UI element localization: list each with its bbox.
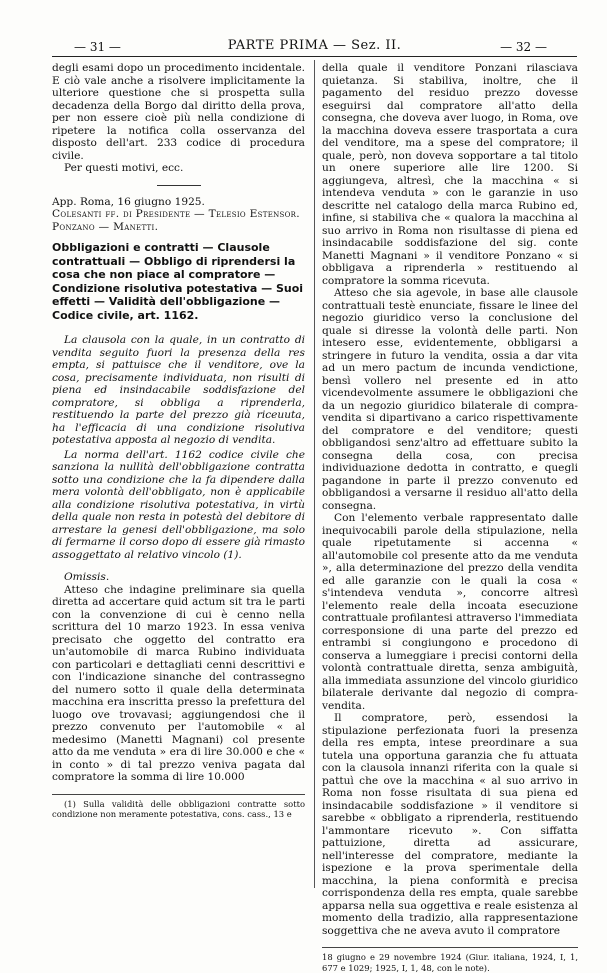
- running-header: [52, 38, 577, 56]
- text-paragraph: Con l'elemento verbale rappresentato dalle inequivocabili parole della stipulazione, nella quale ripetutamente si accenna « all'automobile col presente atto da me venduta », alla determinazione del prezzo della vendita ed alle garanzie con le quali la cosa « s'intendeva venduta », concorre altresì l'elemento reale della incoata esecuzione contrattuale profilantesi attraverso l'immediata corresponsione di una parte del prezzo ed entrambi si congiungono e procedono di conserva a lumeggiare i precisi contorni della volontà contrattuale diretta, senza ambiguità, alla immediata assunzione del vincolo giuridico bilaterale derivante dal negozio di compra-vendita.: [322, 512, 578, 712]
- separator-rule: [157, 185, 201, 186]
- column-divider: [314, 60, 315, 888]
- maxim-paragraph: La clausola con la quale, in un contratto di vendita seguito fuori la presenza della res empta, si pattuisce che il venditore, ove la cosa, precisamente individuata, non risulti di piena ed insindacabile soddisfazione del compratore, si obbliga a riprenderla, restituendo la parte del prezzo già riceuuta, ha l'efficacia di una condizione risolutiva potestativa apposta al negozio di vendita.: [52, 334, 305, 446]
- maxim-paragraph: La norma dell'art. 1162 codice civile che sanziona la nullità dell'obbligazione contratta sotto una condizione che la fa dipendere dalla mera volontà dell'obbligato, non è applicabile alla condizione risolutiva potestativa, in virtù della quale non resta in potestà del debitore di arrestare la genesi dell'obbligazione, ma solo di fermarne il corso dopo di essere già rimasto assoggettato al relativo vincolo (1).: [52, 448, 305, 561]
- footnote-rule: [322, 947, 578, 948]
- footnote: (1) Sulla validità delle obbligazioni contratte sotto condizione non meramente potestativa, cons. cass., 13 e: [52, 798, 305, 819]
- text-paragraph: Il compratore, però, essendosi la stipulazione perfezionata fuori la presenza della res empta, intese preordinare a sua tutela una opportuna garanzia che fu attuata con la clausola innanzi riferita con la quale si pattuì che ove la macchina « al suo arrivo in Roma non fosse risultata di sua piena ed insindacabile soddisfazione » il venditore si sarebbe « obbligato a riprenderla, restituendo l'ammontare ricevuto ». Con siffatta pattuizione, diretta ad assicurare, nell'interesse del compratore, mediante la ispezione e la prova sperimentale della macchina, la piena conformità e precisa corrispondenza della res empta, quale sarebbe apparsa nella sua oggettiva e reale esistenza al momento della tradizio, alla rappresentazione soggettiva che ne aveva avuto il compratore: [322, 712, 578, 937]
- document-page: [52, 38, 578, 973]
- text-paragraph: Atteso che indagine preliminare sia quella diretta ad accertare quid actum sit tra le parti con la convenzione di cui è cenno nella scrittura del 10 marzo 1923. In essa veniva precisato che oggetto del contratto era un'automobile di marca Rubino individuata con particolari e dettagliati cenni descrittivi e con l'indicazione sinanche del contrassegno del numero sotto il quale della determinata macchina era inscritta presso la prefettura del luogo ove trovavasi; aggiungendosi che il prezzo convenuto per l'automobile « al medesimo (Manetti Magnani) col presente atto da me venduta » era di lire 30.000 e che « in conto » di tal prezzo veniva pagata dal compratore la somma di lire 10.000: [52, 583, 305, 783]
- page-number-left: — 31 —: [74, 40, 121, 54]
- case-heading: Obbligazioni e contratti — Clausole contrattuali — Obbligo di riprendersi la cosa che non piace al compratore — Condizione risolutiva potestativa — Suoi effetti — Validità dell'obbligazione — Codice civile, art. 1162.: [52, 241, 304, 322]
- parties-line: Ponzano — Manetti.: [52, 220, 159, 233]
- header-rule: [52, 56, 577, 57]
- left-column: [52, 62, 305, 820]
- text-paragraph: degli esami dopo un procedimento incidentale. E ciò vale anche a risolvere implicitamente la ulteriore questione che si prospetta sulla decadenza della Borgo dal diritto della prova, per non essere cioè più nella condizione di ripetere la notifica colla osservanza del disposto dell'art. 233 codice di procedura civile.: [52, 62, 305, 162]
- footnote-rule: [52, 794, 305, 795]
- court-line: App. Roma, 16 giugno 1925.: [52, 195, 205, 208]
- text-paragraph: Per questi motivi, ecc.: [64, 162, 184, 174]
- judges-line: Colesanti ff. di Presidente — Telesio Estensor.: [52, 208, 300, 220]
- text-paragraph: della quale il venditore Ponzani rilasciava quietanza. Si stabiliva, inoltre, che il pagamento del residuo prezzo dovesse eseguirsi dal compratore all'atto della consegna, che doveva aver luogo, in Roma, ove la macchina doveva essere trasportata a cura del venditore, ma a spese del compratore; il quale, però, non doveva sopportare a tal titolo un onere superiore alle lire 1200. Si aggiungeva, altresì, che la macchina « si intendeva venduta » con le garanzie in uso descritte nel catalogo della marca Rubino ed, infine, si stabiliva che « qualora la macchina al suo arrivo in Roma non risultasse di piena ed insindacabile soddisfazione del sig. conte Manetti Magnani » il venditore Ponzano « si obbligava a riprenderla » restituendo al compratore la somma ricevuta.: [322, 62, 578, 287]
- header-title: PARTE PRIMA — Sez. II.: [227, 38, 402, 53]
- footnote: 18 giugno e 29 novembre 1924 (Giur. italiana, 1924, I, 1, 677 e 1029; 1925, I, 1, 48, con le note).: [322, 952, 578, 973]
- page-number-right: — 32 —: [500, 40, 547, 54]
- text-paragraph: Atteso che sia agevole, in base alle clausole contrattuali testè enunciate, fissare le linee del negozio giuridico verso la conclusione del quale si diresse la volontà delle parti. Non intesero esse, evidentemente, obbligarsi a stringere in futuro la vendita, ossia a dar vita ad un mero pactum de incunda vendictione, bensì vollero nel presente ed in atto vicendevolmente assumere le obbligazioni che da un negozio giuridico bilaterale di compra-vendita si dipartivano a carico rispettivamente del compratore e del venditore; questi obbligandosi senz'altro ad effettuare subito la consegna della cosa, con precisa individuazione dedotta in contratto, e quegli pagandone in parte il prezzo convenuto ed obbligandosi a versarne il residuo all'atto della consegna.: [322, 287, 578, 512]
- right-column: [322, 62, 578, 973]
- omissis-label: Omissis.: [64, 571, 110, 583]
